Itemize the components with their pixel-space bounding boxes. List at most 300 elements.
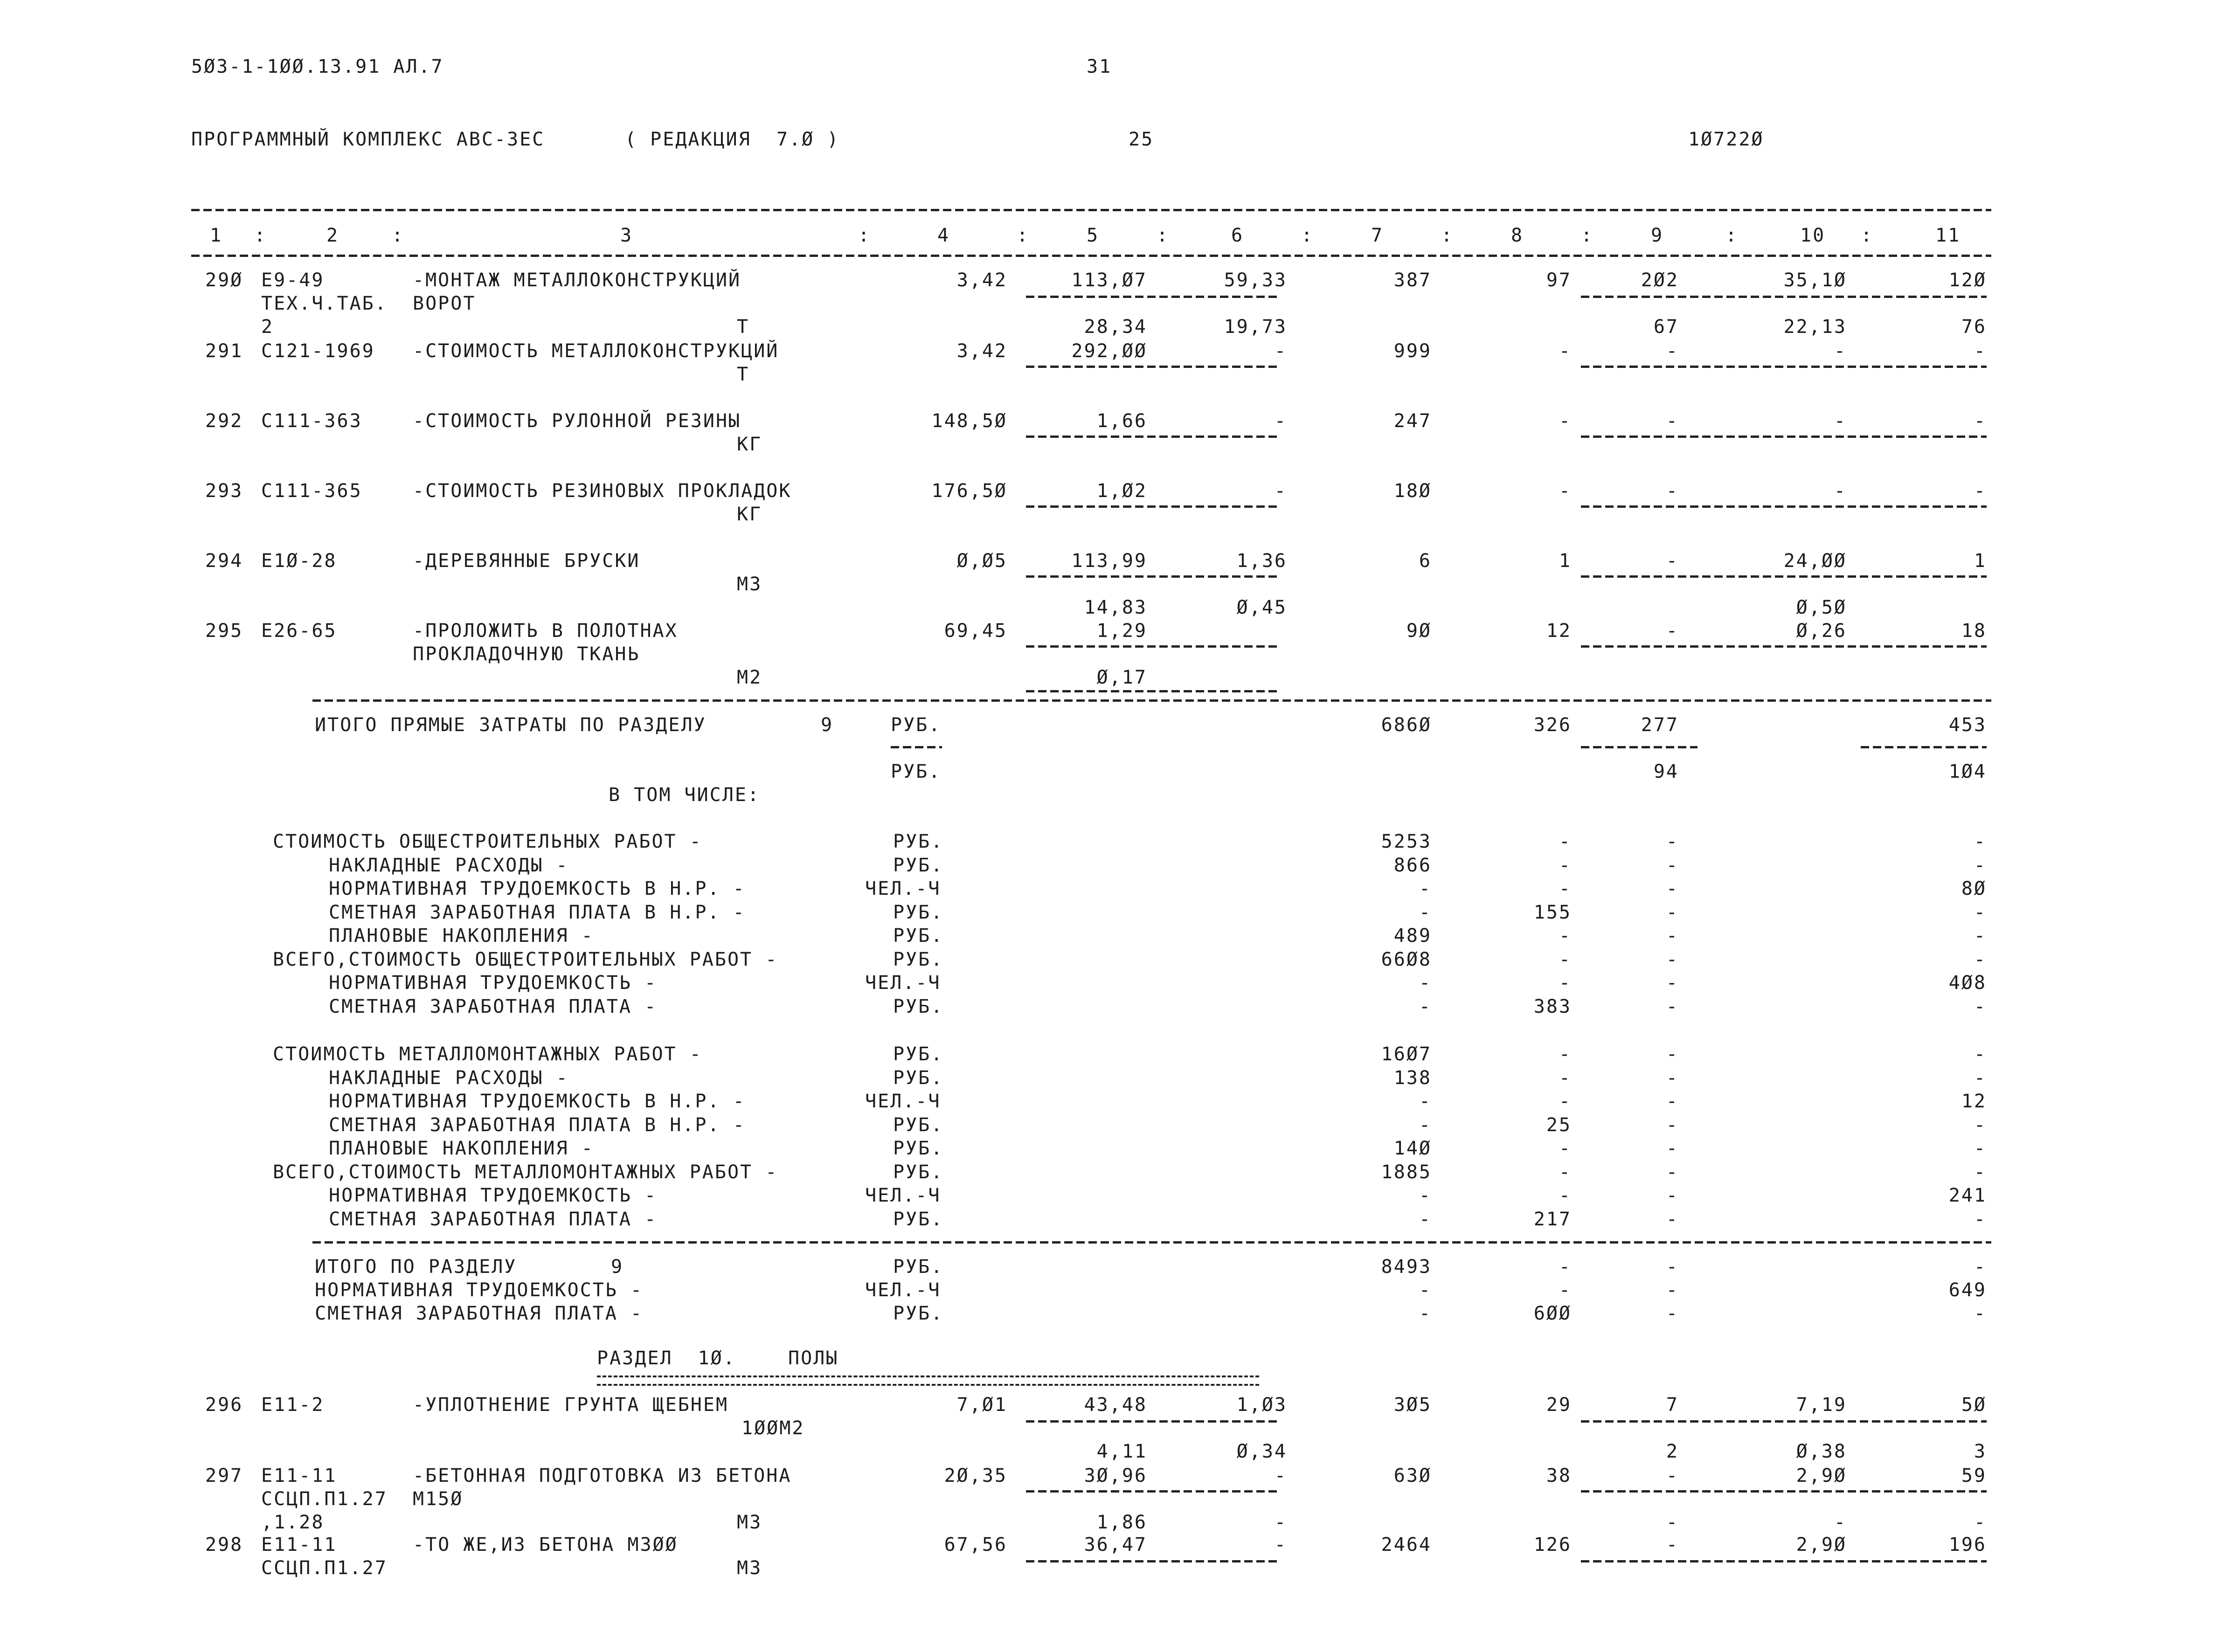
summary-label: СМЕТНАЯ ЗАРАБОТНАЯ ПЛАТА - (329, 995, 658, 1017)
summary-unit: РУБ. (893, 901, 944, 923)
summary-label: ВСЕГО,СТОИМОСТЬ МЕТАЛЛОМОНТАЖНЫХ РАБОТ - (273, 1161, 778, 1183)
rule (1581, 1490, 1987, 1493)
section-title: РАЗДЕЛ 1Ø. (597, 1348, 736, 1369)
program-name: ПРОГРАММНЫЙ КОМПЛЕКС АВС-3ЕС (191, 129, 545, 150)
rule (1581, 1560, 1987, 1562)
item-c10: - (1834, 340, 1847, 362)
item-qty: Ø,Ø5 (956, 550, 1007, 572)
item-wage-c6: Ø,45 (1236, 597, 1287, 618)
section-total-unit: РУБ. (893, 1303, 944, 1324)
item-unit: М2 (737, 667, 762, 688)
summary-c9: - (1666, 1044, 1679, 1065)
item-description-cont: ПРОКЛАДОЧНУЮ ТКАНЬ (413, 643, 640, 665)
total-direct-unit2: РУБ. (891, 761, 942, 782)
item-c8: 29 (1546, 1394, 1572, 1416)
item-code-ref: ССЦП.П1.27 (261, 1488, 388, 1510)
summary-c11: - (1974, 901, 1987, 923)
total-direct-label: ИТОГО ПРЯМЫЕ ЗАТРАТЫ ПО РАЗДЕЛУ (315, 714, 707, 736)
column-separator: : (1581, 225, 1594, 246)
rule (1026, 1420, 1278, 1423)
summary-unit: ЧЕЛ.-Ч (865, 878, 941, 899)
item-qty: 67,56 (944, 1534, 1007, 1555)
summary-unit: РУБ. (893, 1161, 944, 1183)
summary-label: НОРМАТИВНАЯ ТРУДОЕМКОСТЬ В Н.Р. - (329, 1091, 746, 1112)
summary-c8: - (1559, 1185, 1572, 1206)
item-c7: 18Ø (1393, 480, 1432, 502)
summary-c8: - (1559, 1091, 1572, 1112)
summary-c11: 8Ø (1961, 878, 1987, 899)
item-c11: - (1974, 410, 1987, 432)
summary-c11: - (1974, 1114, 1987, 1136)
summary-c8: - (1559, 925, 1572, 947)
summary-unit: ЧЕЛ.-Ч (865, 1185, 941, 1206)
summary-c8: - (1559, 948, 1572, 970)
summary-c11: - (1974, 854, 1987, 876)
rule (1026, 435, 1278, 438)
item-c8: - (1559, 480, 1572, 502)
summary-unit: ЧЕЛ.-Ч (865, 972, 941, 994)
item-c10: 2,9Ø (1796, 1465, 1847, 1486)
item-c9: - (1666, 620, 1679, 642)
summary-c11: - (1974, 1208, 1987, 1230)
item-position: 291 (205, 340, 243, 362)
rule (312, 1241, 1991, 1244)
item-c11: 196 (1948, 1534, 1987, 1555)
item-position: 298 (205, 1534, 243, 1555)
item-wage-c5: 4,11 (1096, 1441, 1147, 1462)
item-c11: - (1974, 340, 1987, 362)
item-c10: 7,19 (1796, 1394, 1847, 1416)
rule (1026, 575, 1278, 578)
program-code: 1Ø722Ø (1688, 129, 1764, 150)
summary-c9: - (1666, 995, 1679, 1017)
item-position: 29Ø (205, 270, 243, 291)
item-wage-c10: - (1834, 1512, 1847, 1533)
item-wage-c6: - (1274, 1512, 1287, 1533)
summary-c11: - (1974, 1067, 1987, 1089)
column-number: 4 (937, 225, 950, 246)
item-c6: 1,Ø3 (1236, 1394, 1287, 1416)
item-c9: 7 (1666, 1394, 1679, 1416)
column-separator: : (1441, 225, 1454, 246)
item-description: -СТОИМОСТЬ РУЛОННОЙ РЕЗИНЫ (413, 410, 741, 432)
summary-c9: - (1666, 878, 1679, 899)
item-c6: 59,33 (1224, 270, 1287, 291)
summary-c8: 217 (1533, 1208, 1572, 1230)
summary-c11: - (1974, 831, 1987, 852)
item-c10: 2,9Ø (1796, 1534, 1847, 1555)
item-position: 292 (205, 410, 243, 432)
item-qty: 3,42 (956, 340, 1007, 362)
column-number: 10 (1800, 225, 1826, 246)
rule (1581, 1420, 1987, 1423)
item-qty: 3,42 (956, 270, 1007, 291)
summary-c7: 1885 (1381, 1161, 1432, 1183)
summary-c7: 66Ø8 (1381, 948, 1432, 970)
item-wage-c11: 76 (1961, 316, 1987, 338)
summary-c8: - (1559, 878, 1572, 899)
summary-c11: - (1974, 995, 1987, 1017)
column-separator: : (254, 225, 267, 246)
total-direct-c7: 686Ø (1381, 714, 1432, 736)
summary-c11: - (1974, 925, 1987, 947)
sheet-number: 31 (1087, 56, 1112, 77)
column-separator: : (1157, 225, 1170, 246)
item-wage-c5: 28,34 (1084, 316, 1147, 338)
summary-c9: - (1666, 901, 1679, 923)
item-description: -СТОИМОСТЬ РЕЗИНОВЫХ ПРОКЛАДОК (413, 480, 792, 502)
item-wage-c10: 22,13 (1783, 316, 1847, 338)
summary-c9: - (1666, 925, 1679, 947)
summary-unit: ЧЕЛ.-Ч (865, 1091, 941, 1112)
item-wage-c10: Ø,5Ø (1796, 597, 1847, 618)
item-c8: 97 (1546, 270, 1572, 291)
item-c9: - (1666, 480, 1679, 502)
section-total-c11: 649 (1948, 1279, 1987, 1301)
item-c8: 12 (1546, 620, 1572, 642)
summary-label: НОРМАТИВНАЯ ТРУДОЕМКОСТЬ - (329, 972, 658, 994)
column-number: 5 (1087, 225, 1100, 246)
section-total-c7: 8493 (1381, 1256, 1432, 1278)
total-direct-s9: 94 (1653, 761, 1679, 782)
rule (1026, 1560, 1278, 1562)
item-c7: 247 (1393, 410, 1432, 432)
item-position: 296 (205, 1394, 243, 1416)
summary-unit: РУБ. (893, 831, 944, 852)
item-qty: 7,Ø1 (956, 1394, 1007, 1416)
item-code-ref: ССЦП.П1.27 (261, 1557, 388, 1579)
section-name: ПОЛЫ (788, 1348, 839, 1369)
rule (1581, 296, 1987, 298)
item-c11: 5Ø (1961, 1394, 1987, 1416)
summary-label: ВСЕГО,СТОИМОСТЬ ОБЩЕСТРОИТЕЛЬНЫХ РАБОТ - (273, 948, 778, 970)
item-c10: 24,ØØ (1783, 550, 1847, 572)
summary-c8: 155 (1533, 901, 1572, 923)
summary-unit: РУБ. (893, 925, 944, 947)
item-unit: КГ (737, 434, 762, 455)
item-c6: - (1274, 1465, 1287, 1486)
summary-label: СТОИМОСТЬ МЕТАЛЛОМОНТАЖНЫХ РАБОТ - (273, 1044, 702, 1065)
item-c5: 1,29 (1096, 620, 1147, 642)
summary-c11: 241 (1948, 1185, 1987, 1206)
summary-c7: - (1419, 1208, 1432, 1230)
item-c10: Ø,26 (1796, 620, 1847, 642)
summary-label: НОРМАТИВНАЯ ТРУДОЕМКОСТЬ - (329, 1185, 658, 1206)
item-c10: 35,1Ø (1783, 270, 1847, 291)
summary-c7: - (1419, 901, 1432, 923)
item-c5: 292,ØØ (1071, 340, 1147, 362)
summary-c7: 16Ø7 (1381, 1044, 1432, 1065)
summary-c7: - (1419, 972, 1432, 994)
item-qty: 148,5Ø (931, 410, 1007, 432)
column-separator: : (1301, 225, 1314, 246)
item-c6: - (1274, 340, 1287, 362)
doc-code: 5Ø3-1-1ØØ.13.91 АЛ.7 (191, 56, 444, 77)
item-code: Е26-65 (261, 620, 337, 642)
summary-c8: - (1559, 1067, 1572, 1089)
summary-c9: - (1666, 1208, 1679, 1230)
summary-c7: 489 (1393, 925, 1432, 947)
rule (1581, 435, 1987, 438)
rule (1581, 746, 1698, 748)
item-qty: 176,5Ø (931, 480, 1007, 502)
column-number: 3 (620, 225, 633, 246)
item-description: -БЕТОННАЯ ПОДГОТОВКА ИЗ БЕТОНА (413, 1465, 792, 1486)
summary-c7: 5253 (1381, 831, 1432, 852)
summary-c9: - (1666, 948, 1679, 970)
column-number: 11 (1935, 225, 1961, 246)
item-code: Е11-11 (261, 1465, 337, 1486)
rule (1026, 690, 1278, 692)
item-wage-c6: Ø,34 (1236, 1441, 1287, 1462)
summary-c9: - (1666, 1067, 1679, 1089)
summary-c11: - (1974, 948, 1987, 970)
item-c7: 387 (1393, 270, 1432, 291)
item-c8: 1 (1559, 550, 1572, 572)
summary-c8: - (1559, 831, 1572, 852)
item-position: 294 (205, 550, 243, 572)
item-c6: - (1274, 410, 1287, 432)
item-unit: М3 (737, 1512, 762, 1533)
item-c6: - (1274, 480, 1287, 502)
summary-c7: - (1419, 1091, 1432, 1112)
summary-unit: РУБ. (893, 1044, 944, 1065)
column-separator: : (1861, 225, 1874, 246)
section-total-c7: - (1419, 1279, 1432, 1301)
column-number: 8 (1511, 225, 1524, 246)
item-description: -ПРОЛОЖИТЬ В ПОЛОТНАХ (413, 620, 678, 642)
section-total-c8: - (1559, 1279, 1572, 1301)
item-unit: М3 (737, 1557, 762, 1579)
summary-unit: РУБ. (893, 948, 944, 970)
item-unit: 1ØØМ2 (741, 1417, 805, 1439)
item-c11: 59 (1961, 1465, 1987, 1486)
item-c7: 9Ø (1406, 620, 1432, 642)
item-c5: 113,99 (1071, 550, 1147, 572)
summary-c9: - (1666, 1114, 1679, 1136)
summary-c7: 14Ø (1393, 1138, 1432, 1159)
section-total-c11: - (1974, 1303, 1987, 1324)
summary-c11: - (1974, 1161, 1987, 1183)
summary-unit: РУБ. (893, 1114, 944, 1136)
item-c9: - (1666, 1465, 1679, 1486)
item-unit: Т (737, 316, 750, 338)
item-description-cont: М15Ø (413, 1488, 464, 1510)
item-c9: - (1666, 1534, 1679, 1555)
rule (191, 209, 1991, 211)
summary-label: ПЛАНОВЫЕ НАКОПЛЕНИЯ - (329, 925, 594, 947)
rule (1026, 645, 1278, 648)
summary-c11: 4Ø8 (1948, 972, 1987, 994)
item-c7: 6 (1419, 550, 1432, 572)
item-c7: 3Ø5 (1393, 1394, 1432, 1416)
summary-unit: РУБ. (893, 1138, 944, 1159)
item-description: -ДЕРЕВЯННЫЕ БРУСКИ (413, 550, 640, 572)
summary-c11: - (1974, 1044, 1987, 1065)
summary-c8: - (1559, 1161, 1572, 1183)
section-total-unit: РУБ. (893, 1256, 944, 1278)
item-wage-c5: 14,83 (1084, 597, 1147, 618)
column-separator: : (858, 225, 871, 246)
item-code-ref: ,1.28 (261, 1512, 325, 1533)
column-separator: : (392, 225, 405, 246)
item-wage-c11: 3 (1974, 1441, 1987, 1462)
item-code-ref: 2 (261, 316, 274, 338)
total-direct-unit: РУБ. (891, 714, 942, 736)
item-code: Е11-11 (261, 1534, 337, 1555)
item-code: С111-363 (261, 410, 362, 432)
item-description: -СТОИМОСТЬ МЕТАЛЛОКОНСТРУКЦИЙ (413, 340, 779, 362)
section-total-c7: - (1419, 1303, 1432, 1324)
column-number: 1 (210, 225, 223, 246)
rule (1026, 366, 1278, 368)
item-wage-c5: 1,86 (1096, 1512, 1147, 1533)
item-c5: 1,Ø2 (1096, 480, 1147, 502)
item-c5: 1,66 (1096, 410, 1147, 432)
rule (1026, 1490, 1278, 1493)
item-wage-c11: - (1974, 1512, 1987, 1533)
item-c8: 126 (1533, 1534, 1572, 1555)
rule (191, 255, 1991, 257)
including-label: В ТОМ ЧИСЛЕ: (609, 784, 760, 806)
rule (1581, 645, 1987, 648)
section-total-label: ИТОГО ПО РАЗДЕЛУ (315, 1256, 517, 1278)
summary-c8: - (1559, 854, 1572, 876)
item-unit: Т (737, 364, 750, 385)
section-total-c8: 6ØØ (1533, 1303, 1572, 1324)
section-total-c11: - (1974, 1256, 1987, 1278)
item-wage-c9: 2 (1666, 1441, 1679, 1462)
item-c9: - (1666, 410, 1679, 432)
item-unit: М3 (737, 574, 762, 595)
summary-c8: 25 (1546, 1114, 1572, 1136)
item-code: С121-1969 (261, 340, 375, 362)
item-description-cont: ВОРОТ (413, 293, 476, 314)
item-wage-c9: 67 (1653, 316, 1679, 338)
summary-c9: - (1666, 1138, 1679, 1159)
item-description: -УПЛОТНЕНИЕ ГРУНТА ЩЕБНЕМ (413, 1394, 729, 1416)
item-c5: 3Ø,96 (1084, 1465, 1147, 1486)
item-c6: - (1274, 1534, 1287, 1555)
summary-c8: - (1559, 972, 1572, 994)
item-c8: 38 (1546, 1465, 1572, 1486)
item-wage-c10: Ø,38 (1796, 1441, 1847, 1462)
item-c5: 113,Ø7 (1071, 270, 1147, 291)
summary-label: СТОИМОСТЬ ОБЩЕСТРОИТЕЛЬНЫХ РАБОТ - (273, 831, 702, 852)
item-c11: - (1974, 480, 1987, 502)
section-total-number: 9 (611, 1256, 624, 1278)
item-c7: 2464 (1381, 1534, 1432, 1555)
edition: ( РЕДАКЦИЯ 7.Ø ) (625, 129, 840, 150)
summary-c7: 138 (1393, 1067, 1432, 1089)
summary-label: НАКЛАДНЫЕ РАСХОДЫ - (329, 1067, 569, 1089)
section-total-unit: ЧЕЛ.-Ч (865, 1279, 941, 1301)
summary-c8: 383 (1533, 995, 1572, 1017)
rule (1026, 296, 1278, 298)
summary-label: СМЕТНАЯ ЗАРАБОТНАЯ ПЛАТА В Н.Р. - (329, 901, 746, 923)
rule (1581, 575, 1987, 578)
item-unit: КГ (737, 504, 762, 525)
total-direct-s11: 1Ø4 (1948, 761, 1987, 782)
page-number: 25 (1129, 129, 1154, 150)
item-c7: 63Ø (1393, 1465, 1432, 1486)
item-c6: 1,36 (1236, 550, 1287, 572)
rule (1861, 746, 1987, 748)
summary-c7: 866 (1393, 854, 1432, 876)
item-qty: 2Ø,35 (944, 1465, 1007, 1486)
summary-c9: - (1666, 972, 1679, 994)
item-c9: - (1666, 550, 1679, 572)
item-wage-c5: Ø,17 (1096, 667, 1147, 688)
total-direct-c9: 277 (1641, 714, 1679, 736)
item-position: 297 (205, 1465, 243, 1486)
item-c9: 2Ø2 (1641, 270, 1679, 291)
summary-label: НАКЛАДНЫЕ РАСХОДЫ - (329, 854, 569, 876)
rule (1581, 366, 1987, 368)
summary-c9: - (1666, 831, 1679, 852)
column-number: 9 (1651, 225, 1664, 246)
item-code: Е1Ø-28 (261, 550, 337, 572)
summary-unit: РУБ. (893, 995, 944, 1017)
section-total-c9: - (1666, 1303, 1679, 1324)
summary-c9: - (1666, 1185, 1679, 1206)
section-total-c9: - (1666, 1279, 1679, 1301)
summary-unit: РУБ. (893, 1208, 944, 1230)
summary-c7: - (1419, 995, 1432, 1017)
rule (597, 1376, 1259, 1386)
item-c9: - (1666, 340, 1679, 362)
item-code: С111-365 (261, 480, 362, 502)
item-wage-c9: - (1666, 1512, 1679, 1533)
item-c11: 1 (1974, 550, 1987, 572)
summary-c11: 12 (1961, 1091, 1987, 1112)
item-c7: 999 (1393, 340, 1432, 362)
summary-c7: - (1419, 1185, 1432, 1206)
item-c8: - (1559, 410, 1572, 432)
column-number: 7 (1371, 225, 1384, 246)
total-direct-c11: 453 (1948, 714, 1987, 736)
column-separator: : (1725, 225, 1739, 246)
item-c8: - (1559, 340, 1572, 362)
summary-c9: - (1666, 1091, 1679, 1112)
item-description: -ТО ЖЕ,ИЗ БЕТОНА М3ØØ (413, 1534, 678, 1555)
item-c10: - (1834, 410, 1847, 432)
item-wage-c6: 19,73 (1224, 316, 1287, 338)
column-separator: : (1017, 225, 1030, 246)
total-direct-section: 9 (821, 714, 834, 736)
item-code: Е11-2 (261, 1394, 325, 1416)
item-c11: 18 (1961, 620, 1987, 642)
summary-c9: - (1666, 1161, 1679, 1183)
summary-unit: РУБ. (893, 854, 944, 876)
item-qty: 69,45 (944, 620, 1007, 642)
column-number: 2 (326, 225, 340, 246)
summary-c9: - (1666, 854, 1679, 876)
section-total-c8: - (1559, 1256, 1572, 1278)
summary-c7: - (1419, 878, 1432, 899)
summary-label: ПЛАНОВЫЕ НАКОПЛЕНИЯ - (329, 1138, 594, 1159)
total-direct-c8: 326 (1533, 714, 1572, 736)
summary-c7: - (1419, 1114, 1432, 1136)
summary-c8: - (1559, 1138, 1572, 1159)
section-total-label: НОРМАТИВНАЯ ТРУДОЕМКОСТЬ - (315, 1279, 644, 1301)
item-c10: - (1834, 480, 1847, 502)
summary-unit: РУБ. (893, 1067, 944, 1089)
summary-label: НОРМАТИВНАЯ ТРУДОЕМКОСТЬ В Н.Р. - (329, 878, 746, 899)
summary-c8: - (1559, 1044, 1572, 1065)
rule (1581, 505, 1987, 508)
summary-label: СМЕТНАЯ ЗАРАБОТНАЯ ПЛАТА В Н.Р. - (329, 1114, 746, 1136)
